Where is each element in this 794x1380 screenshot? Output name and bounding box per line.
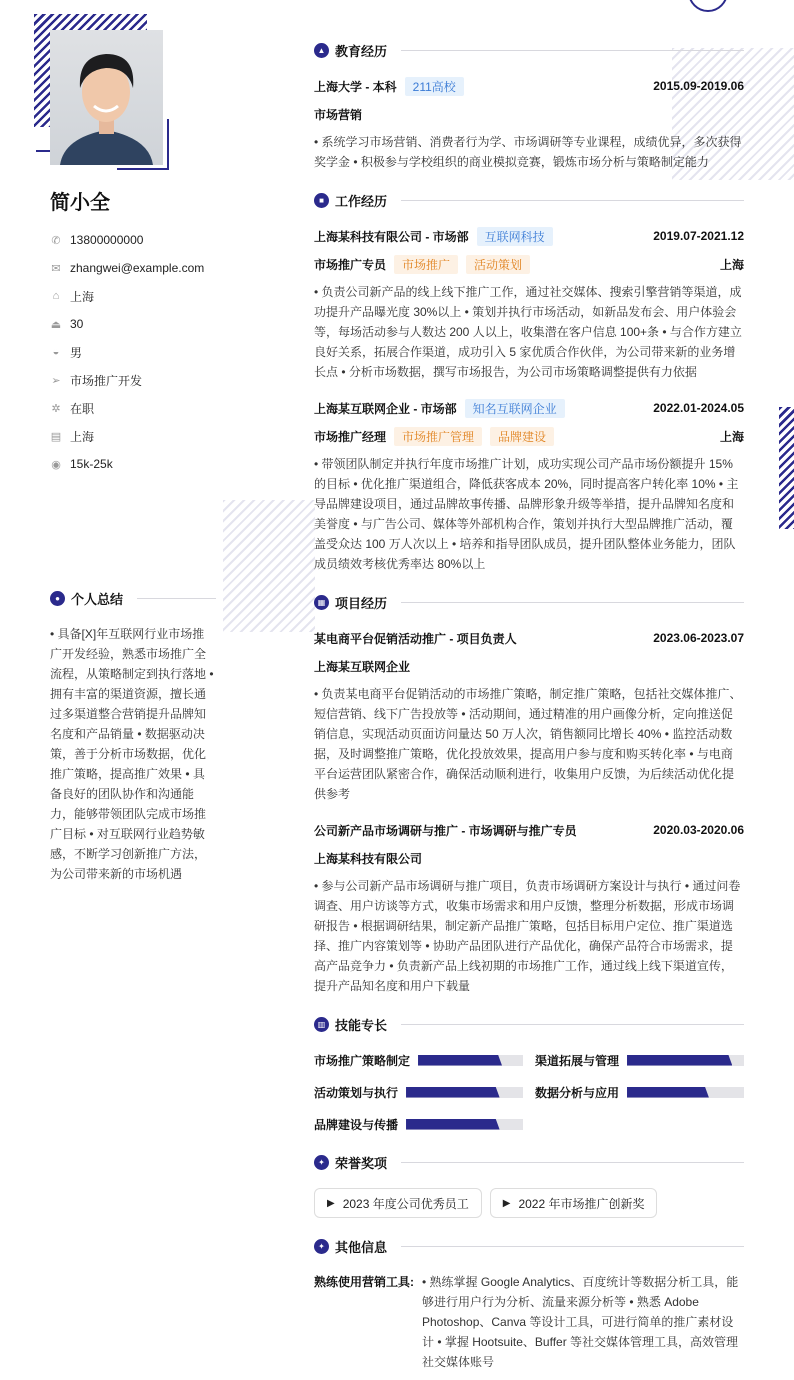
work-section [314, 190, 744, 574]
major: 市场营销 [314, 107, 363, 122]
award-icon: ✦ [314, 1155, 329, 1170]
status-icon: ✲ [51, 402, 61, 415]
building-icon: ▤ [50, 430, 62, 443]
date: 2023.06-2023.07 [653, 631, 744, 645]
section-title: 荣誉奖项 [335, 1155, 388, 1171]
work-entry [314, 394, 744, 574]
company: 上海某科技有限公司 - 市场部 [314, 229, 469, 244]
info-text: 男 [70, 345, 83, 360]
info-item [50, 310, 204, 338]
divider [401, 1246, 744, 1247]
divider [137, 598, 216, 599]
project-section [314, 592, 744, 996]
contact-info [50, 226, 204, 478]
project-text: • 参与公司新产品市场调研与推广项目，负责市场调研方案设计与执行 • 通过问卷调查、用户访谈等方式，收集市场需求和用户反馈，整理分析数据，形成市场调研报告 • 根据调研结果，制定新产品推广策略，包括目标用户定位、推广渠道选择、推广内容策划等 • 协助产品团队进行产品优化，确保产品符合市场需求，提高产品竞争力 • 负责新产品上线初期的市场推广工作，通过线上线下渠道宣传，提升产品知名度和用户下载量 [314, 879, 741, 993]
play-icon: ▶ [327, 1197, 335, 1209]
project-name: 某电商平台促销活动推广 - 项目负责人 [314, 631, 517, 646]
project-entry [314, 624, 744, 804]
section-title: 个人总结 [71, 591, 124, 607]
gender-icon: ◒ [52, 346, 60, 358]
other-section [314, 1236, 744, 1372]
skill-item [314, 1114, 523, 1134]
info-text: 上海 [70, 289, 95, 304]
section-title: 项目经历 [335, 595, 388, 611]
date: 2015.09-2019.06 [653, 79, 744, 93]
skill-name: 活动策划与执行 [314, 1085, 399, 1100]
skill-bar [627, 1055, 744, 1066]
main-column [314, 40, 744, 1372]
skill-bar-fill [406, 1087, 500, 1098]
grid-icon: ▦ [314, 595, 329, 610]
skill-item [314, 1050, 523, 1070]
skill-bar [627, 1087, 744, 1098]
skill-bar [406, 1119, 523, 1130]
award-label: 2022 年市场推广创新奖 [518, 1196, 645, 1211]
info-item [50, 422, 204, 450]
project-name: 公司新产品市场调研与推广 - 市场调研与推广专员 [314, 823, 577, 838]
date: 2019.07-2021.12 [653, 229, 744, 243]
date: 2020.03-2020.06 [653, 823, 744, 837]
candidate-name: 简小全 [50, 192, 110, 214]
skill-item [314, 1082, 523, 1102]
info-item [50, 366, 204, 394]
city: 上海 [719, 257, 744, 272]
info-item [50, 450, 204, 478]
skill-tag: 品牌建设 [490, 427, 554, 446]
school-tag: 211高校 [405, 77, 464, 96]
info-text: zhangwei@example.com [70, 261, 205, 275]
industry-tag: 知名互联网企业 [465, 399, 565, 418]
date: 2022.01-2024.05 [653, 401, 744, 415]
info-item [50, 338, 204, 366]
skill-bar [418, 1055, 523, 1066]
skill-bar-fill [627, 1087, 709, 1098]
divider [401, 1162, 744, 1163]
info-text: 市场推广开发 [70, 373, 143, 388]
project-entry [314, 816, 744, 996]
info-text: 上海 [70, 429, 95, 444]
divider [401, 1024, 744, 1025]
divider [401, 50, 744, 51]
send-icon: ➢ [51, 374, 61, 387]
divider [401, 602, 744, 603]
mail-icon: ✉ [51, 262, 61, 275]
avatar-photo [50, 30, 163, 165]
decor-circle [688, 0, 728, 12]
award-item[interactable] [314, 1188, 482, 1218]
organization: 上海某互联网企业 [314, 659, 411, 674]
info-item [50, 254, 204, 282]
section-title: 其他信息 [335, 1239, 388, 1255]
info-text: 30 [70, 317, 84, 331]
summary-section [50, 588, 216, 884]
role: 市场推广经理 [314, 429, 387, 444]
info-item [50, 282, 204, 310]
skill-tag: 市场推广 [394, 255, 458, 274]
divider [401, 200, 744, 201]
other-label: 熟练使用营销工具: [314, 1275, 414, 1289]
role: 市场推广专员 [314, 257, 387, 272]
section-title: 教育经历 [335, 43, 388, 59]
skill-item [535, 1050, 744, 1070]
skill-bar-fill [406, 1119, 500, 1130]
work-entry [314, 222, 744, 382]
skill-bar-fill [418, 1055, 502, 1066]
award-label: 2023 年度公司优秀员工 [342, 1196, 469, 1211]
skill-item [535, 1082, 744, 1102]
skill-bar [406, 1087, 523, 1098]
age-icon: ⏏ [50, 318, 62, 331]
skill-tag: 市场推广管理 [394, 427, 482, 446]
decor-hatch [779, 407, 794, 529]
award-item[interactable] [490, 1188, 658, 1218]
user-icon: ● [50, 591, 65, 606]
summary-text: • 具备[X]年互联网行业市场推广开发经验，熟悉市场推广全流程，从策略制定到执行落地 • 拥有丰富的渠道资源，擅长通过多渠道整合营销提升品牌知名度和产品销量 • 数据驱动决策，善于分析市场数据，优化推广策略，提高推广效果 • 具备良好的团队协作和沟通能力，能够带领团队完成市场推广目标 • 对互联网行业趋势敏感，不断学习创新推广方法，为公司带来新的市场机遇 [50, 627, 214, 881]
play-icon: ▶ [502, 1197, 511, 1209]
industry-tag: 互联网科技 [477, 227, 553, 246]
company: 上海某互联网企业 - 市场部 [314, 401, 457, 416]
home-icon: ⌂ [52, 290, 60, 302]
info-item [50, 394, 204, 422]
organization: 上海某科技有限公司 [314, 851, 423, 866]
section-title: 技能专长 [335, 1017, 388, 1033]
work-text: • 负责公司新产品的线上线下推广工作，通过社交媒体、搜索引擎营销等渠道，成功提升产品曝光度 30%以上 • 策划并执行市场活动，如新品发布会、用户体验会等，每场活动参与人数达 200 人以上，收集潜在客户信息 100+条 • 与合作方建立良好关系，拓展合作渠道，成功引入 5 家优质合作伙伴，为公司带来新的业务增长点 • 分析市场数据，撰写市场报告，为公司市场策略调整提供有力依据 [314, 285, 742, 379]
salary-icon: ◉ [51, 458, 61, 471]
skill-name: 品牌建设与传播 [314, 1117, 399, 1132]
skills-section [314, 1014, 744, 1134]
info-text: 13800000000 [70, 233, 144, 247]
info-item [50, 226, 204, 254]
info-text: 在职 [70, 401, 95, 416]
education-section [314, 40, 744, 172]
info-text: 15k-25k [70, 457, 113, 471]
project-text: • 负责某电商平台促销活动的市场推广策略，制定推广策略，包括社交媒体推广、短信营销、线下广告投放等 • 活动期间，通过精准的用户画像分析，定向推送促销信息，实现活动页面访问量达 50 万人次，销售额同比增长 40% • 监控活动数据，及时调整推广策略，优化投放效果，提高用户参与度和购买转化率 • 与电商平台运营团队紧密合作，确保活动顺利进行，收集用户反馈，为后续活动优化提供参考 [314, 687, 742, 801]
skill-name: 数据分析与应用 [535, 1085, 620, 1100]
decor-hatch [223, 500, 315, 632]
other-text: • 熟练掌握 Google Analytics、百度统计等数据分析工具，能够进行用户行为分析、流量来源分析等 • 熟悉 Adobe Photoshop、Canva 等设计工具，可进行简单的推广素材设计 • 掌握 Hootsuite、Buffer 等社交媒体管理工具，高效管理社交媒体账号 [422, 1275, 739, 1369]
briefcase-icon: ■ [314, 193, 329, 208]
skill-tag: 活动策划 [466, 255, 530, 274]
school: 上海大学 - 本科 [314, 79, 397, 94]
city: 上海 [719, 429, 744, 444]
section-title: 工作经历 [335, 193, 388, 209]
skill-bar-fill [627, 1055, 732, 1066]
info-icon: ✦ [314, 1239, 329, 1254]
work-text: • 带领团队制定并执行年度市场推广计划，成功实现公司产品市场份额提升 15%的目标 • 优化推广渠道组合，降低获客成本 20%，同时提高客户转化率 10% • 主导品牌建设项目，通过品牌故事传播、品牌形象升级等举措，提升品牌知名度和美誉度 • 与广告公司、媒体等外部机构合作，策划并执行大型品牌推广活动，覆盖受众达 100 万人次以上 • 培养和指导团队成员，提升团队整体业务能力，团队成员绩效考核优秀率达 80%以上 [314, 457, 739, 571]
education-text: • 系统学习市场营销、消费者行为学、市场调研等专业课程，成绩优异，多次获得奖学金 • 积极参与学校组织的商业模拟竞赛，锻炼市场分析与策略制定能力 [314, 135, 742, 169]
skill-name: 渠道拓展与管理 [535, 1053, 620, 1068]
skill-name: 市场推广策略制定 [314, 1053, 411, 1068]
awards-section [314, 1152, 744, 1218]
bar-chart-icon: ▥ [314, 1017, 329, 1032]
graduation-cap-icon: ▲ [314, 43, 329, 58]
phone-icon: ✆ [51, 234, 61, 247]
